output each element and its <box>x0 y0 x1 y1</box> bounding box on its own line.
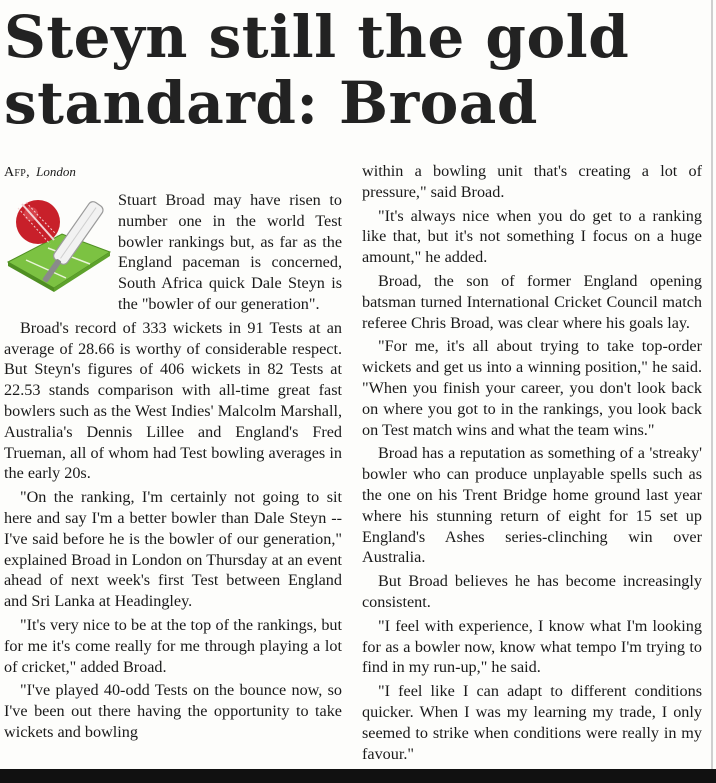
byline-separator: , <box>26 165 30 180</box>
article-paragraph: Stuart Broad may have risen to number one in the world Test bowler rankings but, as far as the England paceman is concerned, South Africa quick Dale Steyn is the "bowler of our generation". <box>118 191 342 313</box>
byline-agency: Afp <box>4 165 27 180</box>
article-paragraph: "It's always nice when you do get to a ranking like that, but it's not something I focus on a huge amount," he added. <box>362 206 702 267</box>
bottom-bar <box>0 769 716 783</box>
byline-city: London <box>36 164 76 179</box>
article-paragraph: But Broad believes he has become increasingly consistent. <box>362 572 702 611</box>
column-rule <box>711 0 713 783</box>
article-column-1 <box>4 161 342 746</box>
cricket-ball-bat-icon <box>2 190 112 294</box>
article-paragraph: within a bowling unit that's creating a lot of pressure," said Broad. <box>362 162 702 201</box>
article-paragraph: "On the ranking, I'm certainly not going to sit here and say I'm a better bowler than Dale Steyn -- I've said before he is the bowler of our generation," explained Broad in London on Thursday at an event ahead of next week's first Test between England and Sri Lanka at Headingley. <box>4 488 342 611</box>
article-paragraph: Broad, the son of former England opening batsman turned International Cricket Council match referee Chris Broad, was clear where his goals lay. <box>362 271 702 332</box>
article-paragraph: "For me, it's all about trying to take top-order wickets and get us into a winning position," he said. "When you finish your career, you don't look back on where you got to in the rankings, you look back on Test match wins and what the team wins." <box>362 337 702 439</box>
article-paragraph: Broad has a reputation as something of a 'streaky' bowler who can produce unplayable spells such as the one on his Trent Bridge home ground last year where his stunning return of eight for 15 set up England's Ashes series-clinching win over Australia. <box>362 444 702 567</box>
headline: Steyn still the gold standard: Broad <box>4 3 630 137</box>
article-paragraph: "I feel like I can adapt to different conditions quicker. When I was my learning my trade, I only seemed to strike when conditions were really in my favour." <box>362 682 702 763</box>
article-paragraph: Broad's record of 333 wickets in 91 Tests at an average of 28.66 is worthy of considerable respect. But Steyn's figures of 406 wickets in 82 Tests at 22.53 stands comparison with all-time great fast bowlers such as the West Indies' Malcolm Marshall, Australia's Dennis Lillee and England's Fred Trueman, all of whom had Test bowling averages in the early 20s. <box>4 318 342 483</box>
article-column-2 <box>362 161 702 767</box>
byline <box>4 163 342 182</box>
article-paragraph: "It's very nice to be at the top of the rankings, but for me it's come really for me through playing a lot of cricket," added Broad. <box>4 615 342 676</box>
article-paragraph: "I've played 40-odd Tests on the bounce now, so I've been out there having the opportunity to take wickets and bowling <box>4 681 342 741</box>
article-paragraph: "I feel with experience, I know what I'm looking for as a bowler now, know what tempo I'm trying to find in my run-up," he said. <box>362 616 702 677</box>
